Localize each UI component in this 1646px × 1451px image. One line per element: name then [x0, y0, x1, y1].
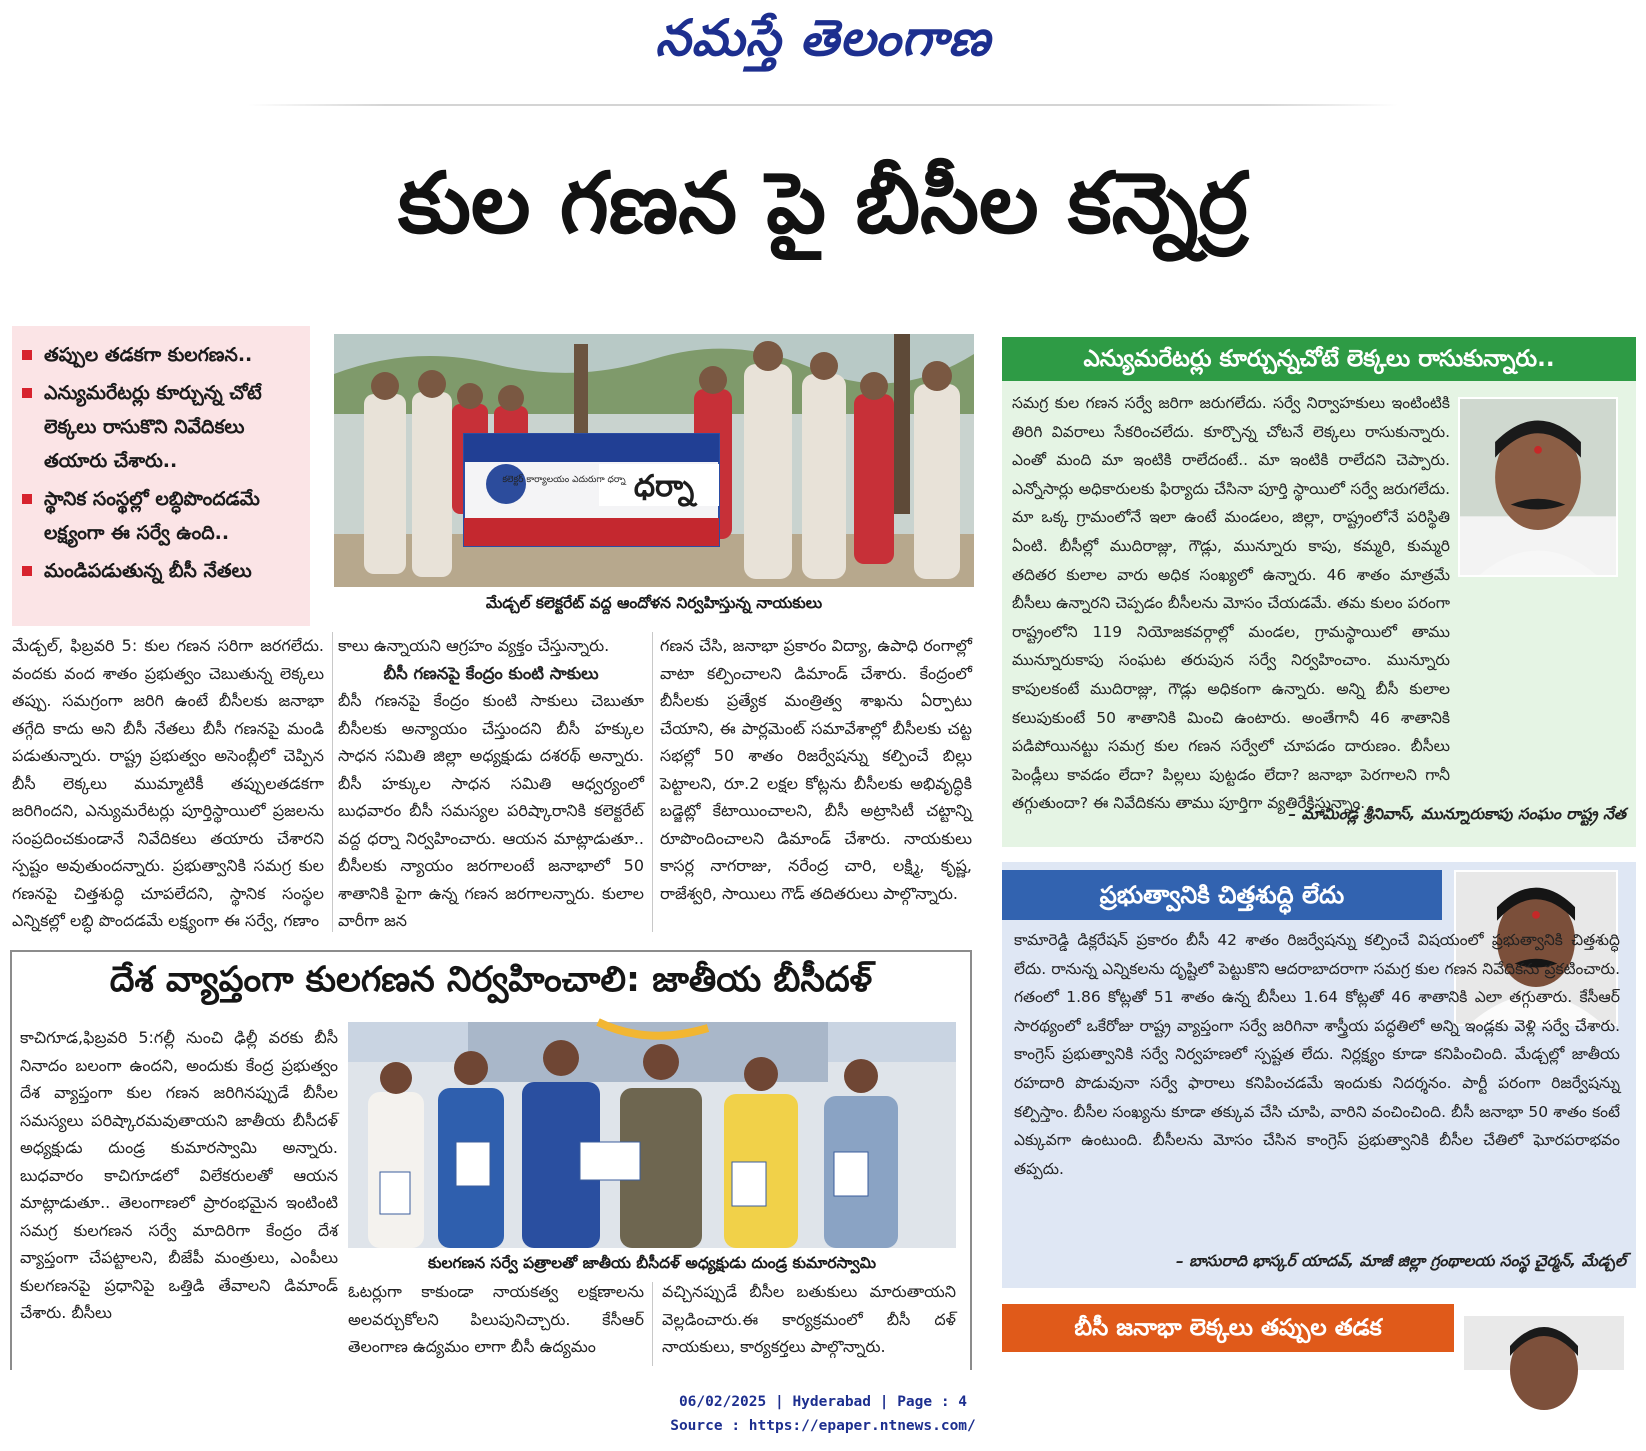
blue-box-body: కామారెడ్డి డిక్లరేషన్ ప్రకారం బీసీ 42 శాతం రిజర్వేషన్ను కల్పించే విషయంలో ప్రభుత్వానికి చిత్తశుద్ధి లేదు. రానున్న ఎన్నికలను దృష్టిలో పెట్టుకొని ఆదరాబాదరాగా సమగ్ర కుల గణన నివేదికను ప్రకటించారు. గతంలో 1.86 కోట్లతో 51 శాతం ఉన్న బీసీలు 1.64 కోట్లతో 46 శాతానికి ఎలా తగ్గుతారు. కేసీఆర్ సారథ్యంలో ఒకేరోజు రాష్ట్ర వ్యాప్తంగా సర్వే జరిగినా శాస్త్రీయ పద్ధతిలో అన్ని ఇండ్లకు వెళ్లి సర్వే చేశారు. కాంగ్రెస్ ప్రభుత్వానికి సర్వే నిర్వహణలో స్పష్టత లేదు. నిర్లక్ష్యం కూడా కనిపించింది. మేడ్చల్లో జాతీయ రహదారి పొడువునా సర్వే ఫారాలు కనిపించడమే ఇందుకు నిదర్శనం. పార్టీ పరంగా రిజర్వేషన్ను కల్పిస్తాం. బీసీల సంఖ్యను కూడా తక్కువ చేసి చూపి, వారిని వంచించింది. బీసీ జనాభా 50 శాతం కంటే ఎక్కువగా ఉంటుంది. బీసీలను మోసం చేసిన కాంగ్రెస్ ప్రభుత్వానికి బీసీల చేతిలో ఘోరపరాభవం తప్పదు.: [1014, 931, 1620, 1178]
story-box-orange: [1002, 1304, 1636, 1370]
photo-caption: మేడ్చల్ కలెక్టరేట్ వద్ద ఆందోళన నిర్వహిస్తున్న నాయకులు: [485, 594, 823, 612]
story1-column-1: మేడ్చల్, ఫిబ్రవరి 5: కుల గణన సరిగా జరగలేదు. వందకు వంద శాతం ప్రభుత్వం చెబుతున్న లెక్కలు తప్పు. సమగ్రంగా జరిగి ఉంటే బీసీలకు జనాభా తగ్గేది కాదు అని బీసీ నేతలు బీసీ గణనపై మండి పడుతున్నారు. రాష్ట్ర ప్రభుత్వం అసెంబ్లీలో చెప్పిన బీసీ లెక్కలు ముమ్మాటికీ తప్పులతడకగా జరిగిందని, ఎన్యుమరేటర్లు పూర్తిస్థాయిలో ప్రజలను సంప్రదించకుండానే నివేదికలు తయారు చేశారని స్పష్టం అవుతుందన్నారు. ప్రభుత్వానికి సమగ్ర కుల గణనపై చిత్తశుద్ధి చూపలేదని, స్థానిక సంస్థల ఎన్నికల్లో లబ్ధి పొందడమే లక్ష్యంగా ఈ సర్వే, గణాం: [12, 636, 324, 930]
highlight-item: ఎన్యుమరేటర్లు కూర్చున్న చోటే లెక్కలు రాసుకొని నివేదికలు తయారు చేశారు..: [22, 376, 304, 478]
svg-text:ధర్నా: ధర్నా: [633, 469, 695, 504]
bullet-icon: [22, 350, 32, 360]
quote-box-green: [1002, 337, 1636, 847]
bullet-icon: [22, 566, 32, 576]
blue-box-attribution: – బాసురాది భాస్కర్ యాదవ్, మాజీ జిల్లా గ్రంథాలయ సంస్థ చైర్మన్, మేడ్చల్: [1175, 1252, 1626, 1270]
story2-frame: [10, 950, 972, 1370]
column-divider: [652, 1282, 653, 1366]
story2-headline: దేశ వ్యాప్తంగా కులగణన నిర్వహించాలి: జాతీయ బీసీదళ్: [109, 960, 873, 1000]
highlight-item: మండిపడుతున్న బీసీ నేతలు: [22, 554, 304, 588]
blue-box-title: ప్రభుత్వానికి చిత్తశుద్ధి లేదు: [1002, 870, 1442, 920]
bcdal-photo: [348, 1022, 956, 1248]
story2-column-1: కాచిగూడ,ఫిబ్రవరి 5:గల్లీ నుంచి ఢిల్లీ వరకు బీసీ నినాదం బలంగా ఉందని, అందుకు కేంద్ర ప్రభుత్వం దేశ వ్యాప్తంగా కుల గణన జరిగినప్పుడే బీసీల సమస్యలు పరిష్కారమవుతాయని జాతీయ బీసీదళ్ అధ్యక్షుడు దుండ్ర కుమారస్వామి అన్నారు. బుధవారం కాచిగూడలో విలేకరులతో ఆయన మాట్లాడుతూ.. తెలంగాణలో ప్రారంభమైన ఇంటింటి సమగ్ర కులగణన సర్వే మాదిరిగా కేంద్రం దేశ వ్యాప్తంగా చేపట్టాలని, బీజేపీ మంత్రులు, ఎంపీలు కులగణనపై ప్రధానిపై ఒత్తిడి తేవాలని డిమాండ్ చేశారు. బీసీలు: [20, 1028, 338, 1322]
bullet-icon: [22, 494, 32, 504]
highlights-box: [12, 326, 310, 626]
green-box-attribution: – మామిండ్ల శ్రీనివాస్, మున్నూరుకాపు సంఘం రాష్ట్ర నేత: [1288, 805, 1626, 823]
bullet-icon: [22, 388, 32, 398]
page-footer: [0, 1390, 1646, 1438]
footer-date-page: 06/02/2025 | Hyderabad | Page : 4: [678, 1394, 968, 1410]
story1-column-2: కాలు ఉన్నాయని ఆగ్రహం వ్యక్తం చేస్తున్నారు. బీసీ గణనపై కేంద్రం కుంటి సాకులు బీసీ గణనపై కేంద్రం కుంటి సాకులు చెబుతూ బీసీలకు అన్యాయం చేస్తుందని బీసీ హక్కుల సాధన సమితి జిల్లా అధ్యక్షుడు దశరథ్ అన్నారు. బీసీ హక్కుల సాధన సమితి ఆధ్వర్యంలో బుధవారం బీసీ సమస్యల పరిష్కారానికి కలెక్టరేట్ వద్ద ధర్నా నిర్వహించారు. ఆయన మాట్లాడుతూ.. బీసీలకు న్యాయం జరగాలంటే జనాభాలో 50 శాతానికి పైగా ఉన్న గణన జరగాలన్నారు. కులాల వారీగా జన: [338, 636, 644, 930]
green-box-title: ఎన్యుమరేటర్లు కూర్చున్నచోటే లెక్కలు రాసుకున్నారు..: [1002, 337, 1636, 381]
photo-caption: కులగణన సర్వే పత్రాలతో జాతీయ బీసీదళ్ అధ్యక్షుడు దుండ్ర కుమారస్వామి: [428, 1254, 876, 1272]
story1-subhead: బీసీ గణనపై కేంద్రం కుంటి సాకులు: [383, 663, 599, 683]
footer-source-link[interactable]: Source : https://epaper.ntnews.com/: [670, 1418, 976, 1434]
portrait-srinivas: [1458, 397, 1618, 577]
highlight-item: స్థానిక సంస్థల్లో లబ్ధిపొందడమే లక్ష్యంగా ఈ సర్వే ఉంది..: [22, 482, 304, 550]
masthead-divider: [248, 104, 1398, 106]
story2-column-3: వచ్చినప్పుడే బీసీల బతుకులు మారుతాయని వెల్లడించారు.ఈ కార్యక్రమంలో బీసీ దళ్ నాయకులు, కార్యకర్తలు పాల్గొన్నారు.: [662, 1282, 956, 1356]
column-divider: [652, 632, 653, 932]
orange-box-title: బీసీ జనాభా లెక్కలు తప్పుల తడక: [1002, 1304, 1454, 1352]
main-headline: కుల గణన పై బీసీల కన్నెర్ర: [398, 154, 1248, 252]
portrait-partial: [1464, 1316, 1624, 1370]
highlight-item: తప్పుల తడకగా కులగణన..: [22, 338, 304, 372]
dharna-photo: [334, 334, 974, 587]
green-box-body-wide: [1012, 667, 1628, 777]
story2-column-2: ఓటర్లుగా కాకుండా నాయకత్వ లక్షణాలను అలవర్చుకోలని పిలుపునిచ్చారు. కేసీఆర్ తెలంగాణ ఉద్యమం లాగా బీసీ ఉద్యమం: [348, 1282, 644, 1356]
column-divider: [332, 632, 333, 932]
quote-box-blue: [1002, 862, 1636, 1288]
green-box-body: సమగ్ర కుల గణన సర్వే జరిగా జరుగలేదు. సర్వే నిర్వాహకులు ఇంటింటికి తిరిగి వివరాలు సేకరించలేదు. కూర్చొన్న చోటనే లెక్కలు రాసుకున్నారు. ఎంతో మంది మా ఇంటికి రాలేదంటే.. మా ఇంటికి రాలేదని చెప్పారు. ఎన్నోసార్లు అధికారులకు ఫిర్యాదు చేసినా పూర్తి స్థాయిలో సర్వే జరుగలేదు. మా ఒక్క గ్రామంలోనే ఇలా ఉంటే మండలం, జిల్లా, రాష్ట్రంలోనే పరిస్థితి ఏంటి. బీసీల్లో ముదిరాజ్లు, గౌడ్లు, మున్నూరు కాపు, కమ్మరి, కుమ్మరి తదితర కులాల వారు అధిక సంఖ్యలో ఉన్నారు. 46 శాతం మాత్రమే బీసీలు ఉన్నారని చెప్పడం బీసీలను మోసం చేయడమే. తమ కులం పరంగా రాష్ట్రంలోని 119 నియోజకవర్గాల్లో మండల, గ్రామస్థాయిలో తాము మున్నూరుకాపు సంఘట తరుపున సర్వే నిర్వహించాం. మున్నూరు కాపులకంటే ముదిరాజ్లు, గౌడ్లు అధికంగా ఉన్నారు. అన్ని బీసీ కులాల కలుపుకుంటే 50 శాతానికి మించి ఉంటారు. అంతేగానీ 46 శాతానికి పడిపోయినట్టు సమగ్ర కుల గణన సర్వేలో చూపడం దారుణం. బీసీలు పెండ్లీలు కావడం లేదా? పిల్లలు పుట్టడం లేదా? జనాభా పెరగాలని గానీ తగ్గుతుందా? ఈ నివేదికను తాము పూర్తిగా వ్యతిరేకిస్తున్నాం.: [1012, 394, 1450, 813]
newspaper-masthead: నమస్తే తెలంగాణ: [655, 8, 991, 67]
banner-text: కలెక్టర్ కార్యాలయం ఎదురుగా ధర్నా: [502, 475, 626, 485]
story1-column-3: గణన చేసి, జనాభా ప్రకారం విద్యా, ఉపాధి రంగాల్లో వాటా కల్పించాలని డిమాండ్ చేశారు. కేంద్రంలో బీసీలకు ప్రత్యేక మంత్రిత్వ శాఖను ఏర్పాటు చేయాని, ఈ పార్లమెంట్ సమావేశాల్లో బీసీలకు చట్ట సభల్లో 50 శాతం రిజర్వేషన్ను కల్పించే బిల్లు పెట్టాలని, రూ.2 లక్షల కోట్లను బీసీలకు అభివృద్ధికి బడ్జెట్లో కేటాయించాలని, బీసీ అట్రాసిటీ చట్టాన్ని రూపొందించాలని డిమాండ్ చేశారు. నాయకులు కాసర్ల నాగరాజు, నరేంద్ర చారి, లక్ష్మి, కృష్ణ, రాజేశ్వరి, సాయిలు గౌడ్ తదితరులు పాల్గొన్నారు.: [660, 636, 972, 903]
